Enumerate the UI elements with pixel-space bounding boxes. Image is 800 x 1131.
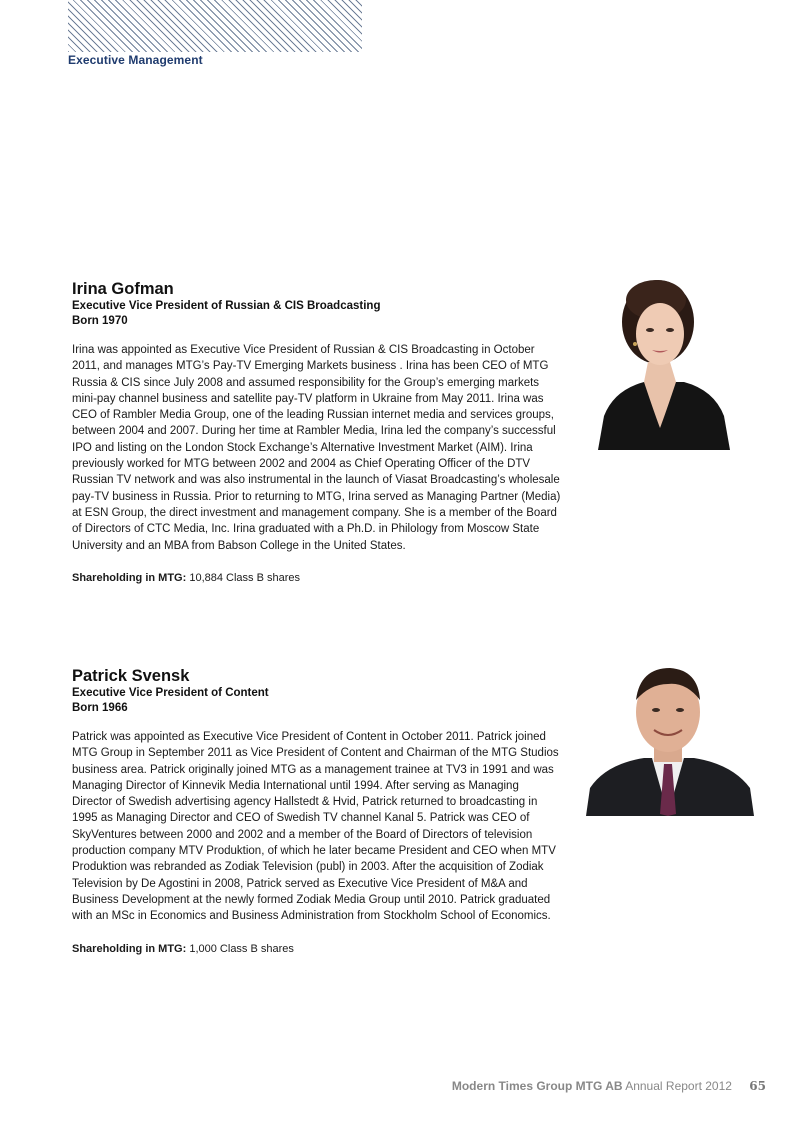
profile-irina-gofman xyxy=(72,279,562,585)
section-title: Executive Management xyxy=(68,53,203,67)
footer-company: Modern Times Group MTG AB xyxy=(451,1079,623,1093)
profile-patrick-svensk xyxy=(72,666,562,956)
person-bio: Patrick was appointed as Executive Vice President of Content in October 2011. Patrick joined MTG Group in September 2011 as Vice President of Content and Chairman of the MTG Studios business area. Patrick originally joined MTG as a management trainee at TV3 in 1991 and was Managing Director of Kinnevik Media International until 1994. After serving as Managing Director of Swedish advertising agency Hallstedt & Hvid, Patrick returned to broadcasting in 1995 as Managing Director and CEO of Swedish TV channel Kanal 5. Patrick was CEO of SkyVentures between 2000 and 2002 and a member of the Board of Directors of television production company MTV Produktion, of which he later became President and CEO when MTV Produktion was rebranded as Zodiak Television (publ) in 2003. After the acquisition of Zodiak Television by De Agostini in 2008, Patrick served as Executive Vice President of M&A and Business Development at the newly formed Zodiak Media Group until 2010. Patrick graduated with an MSc in Economics and Business Administration from Stockholm School of Economics. xyxy=(72,731,559,923)
person-born: Born 1966 xyxy=(72,701,128,714)
portrait-photo-patrick-svensk xyxy=(586,664,754,816)
header-hatch-pattern xyxy=(68,0,362,52)
shareholding-label: Shareholding in MTG: xyxy=(72,942,187,955)
portrait-photo-irina-gofman xyxy=(596,278,732,450)
person-name: Irina Gofman xyxy=(72,280,174,298)
person-role: Executive Vice President of Content xyxy=(72,687,269,699)
shareholding xyxy=(72,571,562,585)
shareholding-label: Shareholding in MTG: xyxy=(72,571,187,584)
person-born: Born 1970 xyxy=(72,314,128,327)
shareholding-value: 10,884 Class B shares xyxy=(189,571,301,584)
page-number: 65 xyxy=(749,1079,766,1093)
person-bio: Irina was appointed as Executive Vice President of Russian & CIS Broadcasting in October 2011, and manages MTG’s Pay-TV Emerging Markets business . Irina has been CEO of MTG Russia & CIS since July 2008 and assumed responsibility for the Group’s emerging markets mini-pay channel business and satellite pay-TV platform in Ukraine from May 2011. Irina was CEO of Rambler Media Group, one of the leading Russian internet media and services groups, between 2004 and 2007. During her time at Rambler Media, Irina led the company’s successful IPO and listing on the London Stock Exchange’s Alternative Investment Market (AIM). Irina previously worked for MTG between 2002 and 2004 as Chief Operating Officer of the DTV Russian TV network and was also instrumental in the launch of Viasat Broadcasting’s wholesale pay-TV business in Russia. Prior to returning to MTG, Irina served as Managing Partner (Media) at ESN Group, the direct investment and management company. She is a member of the Board of Directors of CTC Media, Inc. Irina graduated with a Ph.D. in Philology from Moscow State University and an MBA from Babson College in the United States. xyxy=(72,344,561,552)
shareholding-value: 1,000 Class B shares xyxy=(189,942,294,955)
page-footer xyxy=(452,1079,766,1093)
person-name: Patrick Svensk xyxy=(72,667,190,685)
footer-report: Annual Report 2012 xyxy=(625,1079,732,1093)
person-role: Executive Vice President of Russian & CIS Broadcasting xyxy=(72,300,381,312)
shareholding xyxy=(72,942,562,956)
